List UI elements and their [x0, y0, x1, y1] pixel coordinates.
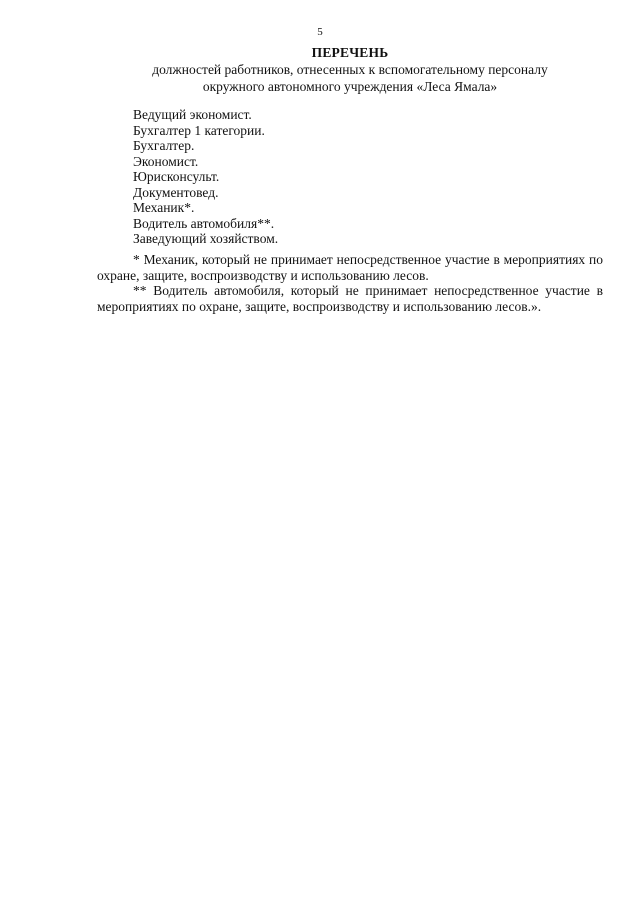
- position-item: Бухгалтер.: [133, 138, 195, 153]
- position-item: Ведущий экономист.: [133, 107, 252, 122]
- position-item: Механик*.: [133, 200, 195, 215]
- page-number: 5: [317, 26, 323, 38]
- position-item: Юрисконсульт.: [133, 169, 220, 184]
- positions-list: [133, 107, 278, 247]
- footnotes: [97, 252, 603, 314]
- footnote-driver: ** Водитель автомобиля, который не принимает непосредственное участие в мероприятиях по охране, защите, воспроизводству и использованию лесов.».: [97, 283, 603, 314]
- position-item: Документовед.: [133, 184, 219, 200]
- position-item: Заведующий хозяйством.: [133, 231, 279, 246]
- document-title: ПЕРЕЧЕНЬ: [311, 45, 389, 60]
- footnote-mechanic: * Механик, который не принимает непосредственное участие в мероприятиях по охране, защите, воспроизводству и использованию лесов.: [97, 252, 603, 283]
- subtitle-line-2: окружного автономного учреждения «Леса Ямала»: [202, 78, 498, 94]
- document-subtitle: [0, 62, 640, 95]
- subtitle-line-1: должностей работников, отнесенных к вспомогательному персоналу: [152, 62, 548, 77]
- position-item: Экономист.: [133, 153, 199, 169]
- position-item: Бухгалтер 1 категории.: [133, 122, 265, 138]
- position-item: Водитель автомобиля**.: [133, 215, 275, 231]
